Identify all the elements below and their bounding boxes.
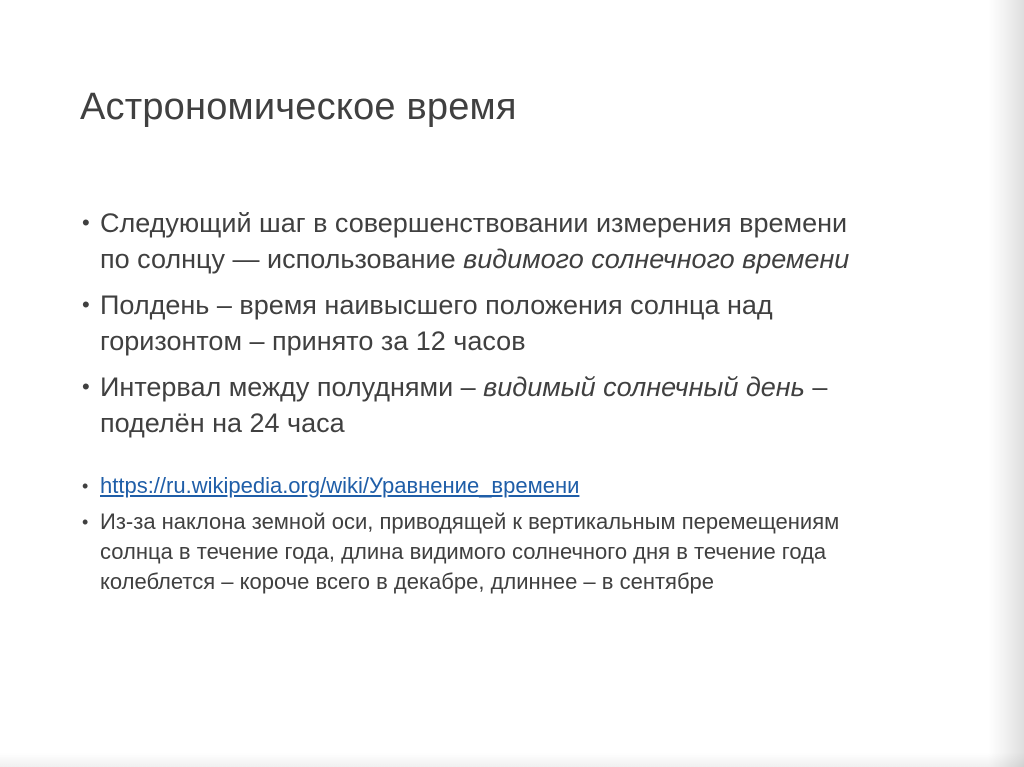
bullet-marker: • xyxy=(82,476,89,496)
bullet-marker: • xyxy=(82,512,89,532)
bullet-text: Интервал между полуднями – видимый солнечный день – поделён на 24 часа xyxy=(100,372,828,438)
bullet-text: Следующий шаг в совершенствовании измерения времени по солнцу — использование видимого солнечного времени xyxy=(100,208,850,274)
slide-title: Астрономическое время xyxy=(80,86,517,128)
bullet-marker: • xyxy=(82,292,90,317)
bullet-item-3 xyxy=(80,369,880,441)
bullet-item-link xyxy=(80,471,880,501)
note-text: Из-за наклона земной оси, приводящей к вертикальным перемещениям солнца в течение года, длина видимого солнечного дня в течение года колеблется – короче всего в декабре, длиннее – в сентябре xyxy=(100,509,840,594)
spacer xyxy=(80,451,880,471)
bullet-item-2 xyxy=(80,287,880,359)
right-edge-shadow xyxy=(988,0,1024,767)
bullet-marker: • xyxy=(82,374,90,399)
bottom-edge-shadow xyxy=(0,753,1024,767)
bullet-item-1 xyxy=(80,205,880,277)
wikipedia-link[interactable]: https://ru.wikipedia.org/wiki/Уравнение_времени xyxy=(100,473,580,498)
bullet-item-note xyxy=(80,507,880,597)
bullet-text: Полдень – время наивысшего положения солнца над горизонтом – принято за 12 часов xyxy=(100,290,773,356)
bullet-marker: • xyxy=(82,210,90,235)
bullet-list xyxy=(80,205,880,603)
